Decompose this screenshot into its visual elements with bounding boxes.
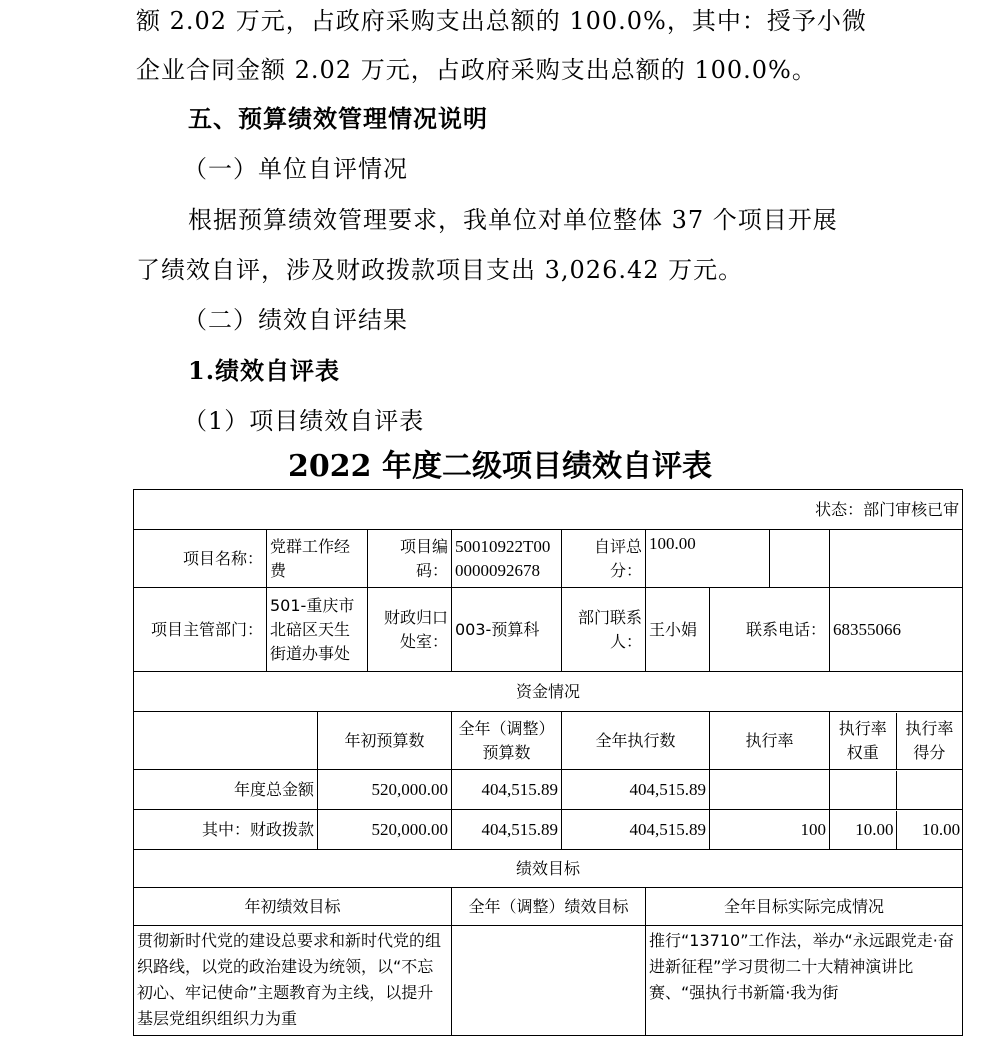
- paragraph-line: 额 2.02 万元，占政府采购支出总额的 100.0%，其中：授予小微: [136, 7, 867, 35]
- row-label: 其中：财政拨款: [134, 810, 318, 850]
- execution-rate-value: [710, 770, 830, 810]
- actual-execution-value: 404,515.89: [562, 810, 710, 850]
- table-title: 2022 年度二级项目绩效自评表: [288, 449, 712, 484]
- phone-value: 68355066: [830, 588, 963, 672]
- rate-score-value: [897, 771, 963, 809]
- col-initial-budget: 年初预算数: [318, 712, 452, 770]
- paragraph-line: 了绩效自评，涉及财政拨款项目支出 3,026.42 万元。: [136, 256, 744, 284]
- execution-rate-value: 100: [710, 810, 830, 850]
- col-rate-score: 执行率得分: [905, 718, 954, 762]
- subsection-heading: （二）绩效自评结果: [183, 306, 408, 334]
- item-subheading: （1）项目绩效自评表: [183, 407, 425, 435]
- row-label: 年度总金额: [134, 770, 318, 810]
- section-heading: 五、预算绩效管理情况说明: [188, 104, 488, 133]
- actual-execution-value: 404,515.89: [562, 770, 710, 810]
- col-actual-completion: 全年目标实际完成情况: [646, 888, 963, 926]
- project-name-label: 项目名称：: [134, 530, 267, 588]
- evaluation-table: [133, 489, 963, 1036]
- empty-cell: [830, 530, 963, 588]
- empty-cell: [770, 530, 830, 588]
- col-initial-target: 年初绩效目标: [134, 888, 452, 926]
- project-code-label: 项目编码：: [368, 530, 452, 588]
- dept-label: 项目主管部门：: [134, 588, 267, 672]
- performance-header: 绩效目标: [134, 850, 963, 888]
- status-cell: 状态：部门审核已审: [134, 490, 963, 530]
- project-code-value: 50010922T000000092678: [452, 530, 562, 588]
- col-execution-rate: 执行率: [710, 712, 830, 770]
- contact-value: 王小娟: [646, 588, 710, 672]
- funds-header: 资金情况: [134, 672, 963, 712]
- adjusted-target-text: [452, 926, 646, 1036]
- project-name-value: 党群工作经费: [267, 530, 368, 588]
- contact-label: 部门联系人：: [562, 588, 646, 672]
- col-adjusted-budget: 全年（调整）预算数: [452, 712, 562, 770]
- item-heading: 1.绩效自评表: [188, 356, 341, 385]
- initial-target-text: 贯彻新时代党的建设总要求和新时代党的组织路线，以党的政治建设为统领，以“不忘初心、牢记使命”主题教育为主线，以提升基层党组织组织力为重: [134, 926, 452, 1036]
- col-actual-execution: 全年执行数: [562, 712, 710, 770]
- rate-weight-value: 10.00: [830, 811, 897, 849]
- rate-weight-value: [830, 771, 897, 809]
- rate-score-value: 10.00: [921, 819, 961, 839]
- initial-budget-value: 520,000.00: [318, 770, 452, 810]
- actual-completion-text: 推行“13710”工作法，举办“永远跟党走·奋进新征程”学习贯彻二十大精神演讲比赛、“强执行书新篇·我为街: [646, 926, 963, 1036]
- weight-score-group: [830, 810, 963, 850]
- score-value: 100.00: [646, 530, 770, 588]
- office-label: 财政归口处室：: [368, 588, 452, 672]
- office-value: 003-预算科: [452, 588, 562, 672]
- subsection-heading: （一）单位自评情况: [183, 155, 408, 183]
- empty-cell: [134, 712, 318, 770]
- phone-label: 联系电话：: [710, 588, 830, 672]
- col-rate-weight: 执行率权重: [830, 713, 897, 769]
- score-label: 自评总分：: [562, 530, 646, 588]
- adjusted-budget-value: 404,515.89: [452, 810, 562, 850]
- col-adjusted-target: 全年（调整）绩效目标: [452, 888, 646, 926]
- paragraph-line: 企业合同金额 2.02 万元，占政府采购支出总额的 100.0%。: [136, 56, 817, 84]
- weight-score-group: [830, 770, 963, 810]
- adjusted-budget-value: 404,515.89: [452, 770, 562, 810]
- initial-budget-value: 520,000.00: [318, 810, 452, 850]
- col-weight-score-group: [830, 712, 963, 770]
- paragraph-line: 根据预算绩效管理要求，我单位对单位整体 37 个项目开展: [188, 206, 838, 234]
- dept-value: 501-重庆市北碚区天生街道办事处: [267, 588, 368, 672]
